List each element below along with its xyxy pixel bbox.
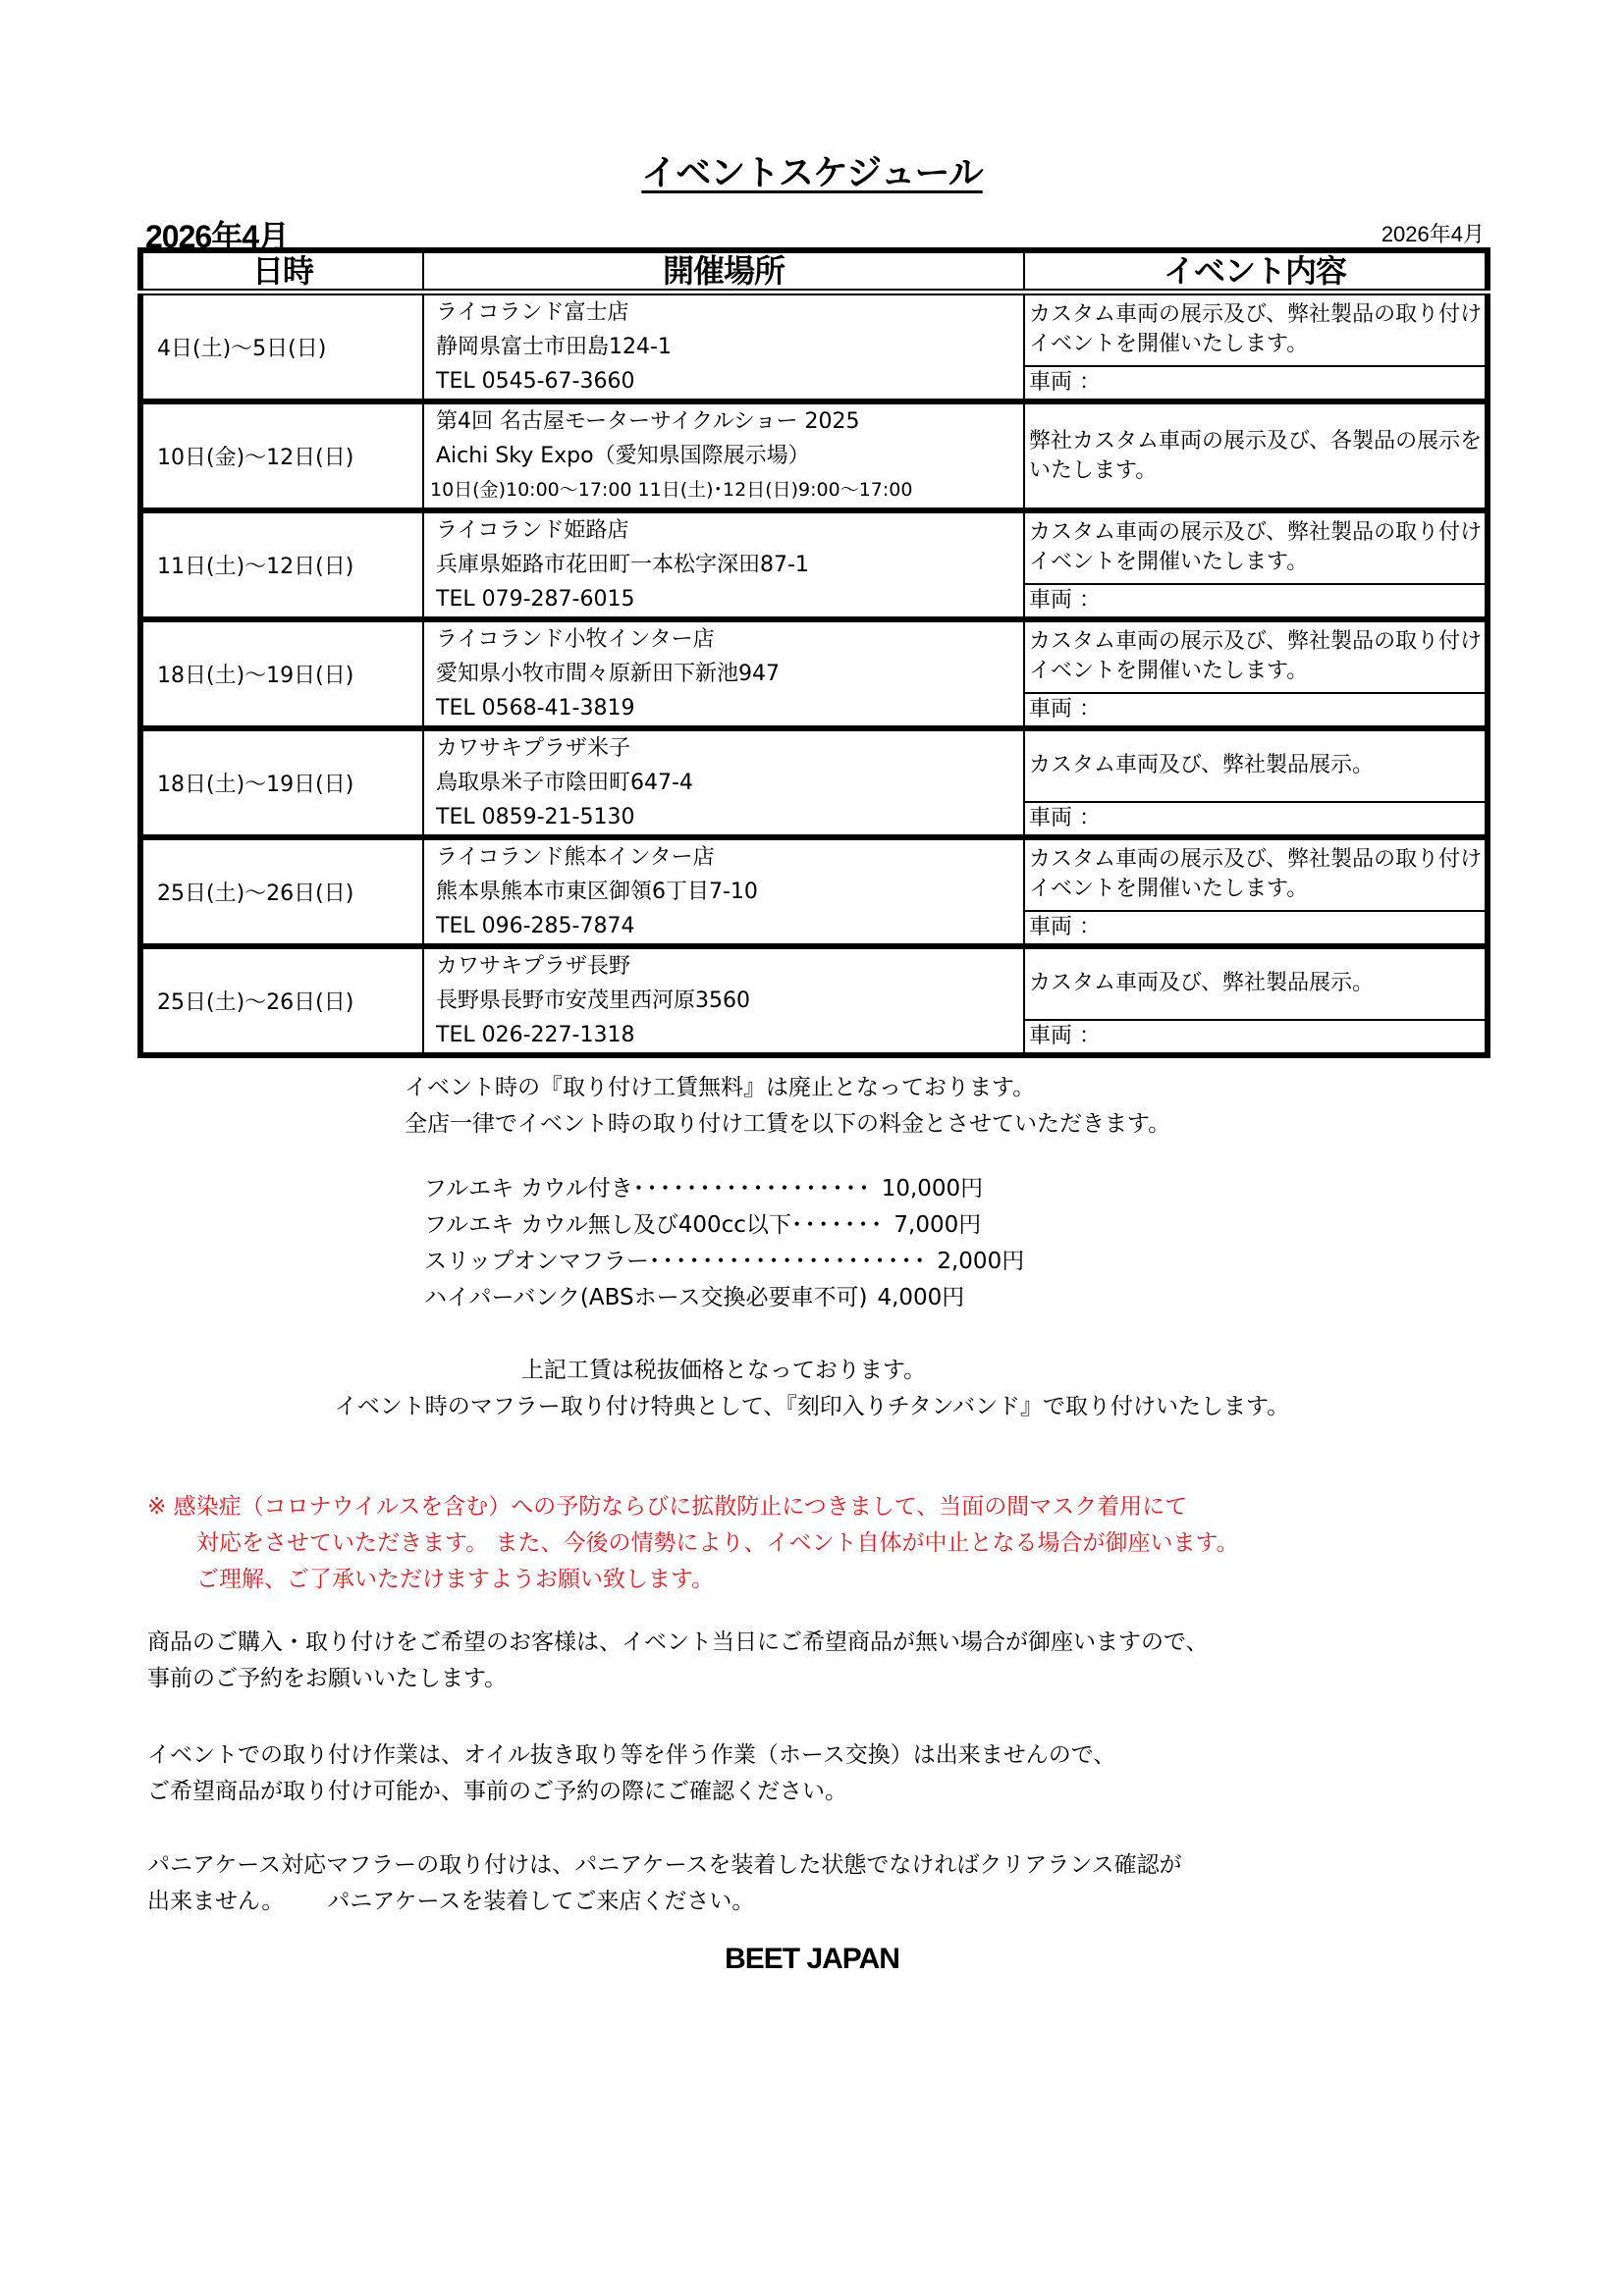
venue-hours: 10日(金)10:00～17:00 11日(土)･12日(日)9:00～17:00 (430, 479, 913, 501)
venue-name: カワサキプラザ長野 (436, 954, 631, 979)
event-venue (423, 293, 1024, 402)
event-date: 10日(金)～12日(日) (140, 401, 423, 510)
event-venue (423, 837, 1024, 946)
table-header-row (140, 250, 1488, 293)
venue-address: 愛知県小牧市間々原新田下新池947 (436, 662, 780, 686)
venue-address: 長野県長野市安茂里西河原3560 (436, 988, 750, 1013)
event-date: 18日(土)～19日(日) (140, 619, 423, 728)
event-content: カスタム車両及び、弊社製品展示。 (1024, 946, 1488, 1020)
schedule-row (140, 946, 1488, 1020)
event-vehicle: 車両 ： (1024, 1020, 1488, 1055)
warning-line: 対応をさせていただきます。 また、今後の情勢により、イベント自体が中止となる場合が御座います。 (196, 1530, 1239, 1556)
price-row (424, 1280, 1024, 1316)
venue-tel: TEL 079-287-6015 (436, 587, 635, 612)
schedule-row (140, 619, 1488, 693)
event-venue (423, 510, 1024, 619)
price-label: フルエキ カウル付き (424, 1176, 633, 1201)
warning-line: ご理解、ご了承いただけますようお願い致します。 (196, 1567, 715, 1592)
price-label: フルエキ カウル無し及び400cc以下 (424, 1212, 791, 1238)
price-amount: 2,000円 (937, 1249, 1025, 1274)
venue-address: 静岡県富士市田島124-1 (436, 335, 672, 359)
month-label: 2026年4月 (145, 219, 289, 254)
price-amount: 10,000円 (881, 1176, 984, 1201)
event-vehicle: 車両 ： (1024, 584, 1488, 619)
reservation-note (147, 1625, 1209, 1697)
venue-tel: TEL 026-227-1318 (436, 1023, 635, 1047)
schedule-row (140, 837, 1488, 911)
price-leader: ･･･････ (790, 1212, 885, 1238)
venue-name: ライコランド富士店 (436, 300, 629, 325)
venue-address: 鳥取県米子市陰田町647-4 (436, 771, 693, 795)
venue-address: Aichi Sky Expo（愛知県国際展示場） (436, 444, 810, 468)
event-date: 18日(土)～19日(日) (140, 728, 423, 837)
price-list (424, 1171, 1024, 1316)
paragraph-line: 商品のご購入・取り付けをご希望のお客様は、イベント当日にご希望商品が無い場合が御座いますので、 (147, 1629, 1209, 1655)
price-leader: ･･････････････････ (632, 1176, 872, 1201)
venue-name: ライコランド小牧インター店 (436, 627, 715, 652)
fee-notice-line: イベント時の『取り付け工賃無料』は廃止となっております。 (405, 1075, 1036, 1100)
event-content: 弊社カスタム車両の展示及び、各製品の展示をいたします。 (1024, 401, 1488, 510)
installation-note (147, 1737, 1115, 1810)
header-content: イベント内容 (1024, 250, 1488, 293)
tax-note-line: 上記工賃は税抜価格となっております。 (520, 1358, 927, 1383)
event-vehicle: 車両 ： (1024, 693, 1488, 728)
paragraph-line: ご希望商品が取り付け可能か、事前のご予約の際にご確認ください。 (147, 1779, 847, 1804)
venue-tel: TEL 0859-21-5130 (436, 805, 635, 829)
event-content: カスタム車両の展示及び、弊社製品の取り付けイベントを開催いたします。 (1024, 510, 1488, 584)
paragraph-line: パニアケース対応マフラーの取り付けは、パニアケースを装着した状態でなければクリアランス確認が (147, 1852, 1182, 1878)
event-venue (423, 728, 1024, 837)
paragraph-line: 事前のご予約をお願いいたします。 (147, 1666, 508, 1691)
event-date: 11日(土)～12日(日) (140, 510, 423, 619)
venue-name: ライコランド熊本インター店 (436, 845, 715, 870)
price-label: ハイパーバンク(ABSホース交換必要車不可) (424, 1285, 868, 1310)
price-amount: 7,000円 (893, 1212, 982, 1238)
pannier-note (147, 1847, 1182, 1920)
tax-note (0, 1353, 1624, 1425)
fee-notice (405, 1070, 1170, 1143)
schedule-row (140, 401, 1488, 510)
venue-name: ライコランド姫路店 (436, 518, 629, 543)
venue-tel: TEL 0568-41-3819 (436, 696, 635, 721)
event-date: 4日(土)～5日(日) (140, 293, 423, 402)
schedule-row (140, 728, 1488, 802)
fee-notice-line: 全店一律でイベント時の取り付け工賃を以下の料金とさせていただきます。 (405, 1111, 1171, 1137)
paragraph-line: イベントでの取り付け作業は、オイル抜き取り等を伴う作業（ホース交換）は出来ませんので、 (147, 1742, 1116, 1768)
event-venue (423, 401, 1024, 510)
infection-warning (147, 1489, 1239, 1598)
header-datetime: 日時 (140, 250, 423, 293)
schedule-body (140, 293, 1488, 1056)
price-amount: 4,000円 (877, 1285, 965, 1310)
paragraph-line: 出来ません。 パニアケースを装着してご来店ください。 (147, 1889, 755, 1914)
page-title: イベントスケジュール (641, 152, 983, 192)
event-content: カスタム車両の展示及び、弊社製品の取り付けイベントを開催いたします。 (1024, 837, 1488, 911)
venue-address: 熊本県熊本市東区御領6丁目7-10 (436, 880, 758, 904)
schedule-table (137, 247, 1490, 1058)
price-row (424, 1207, 1024, 1244)
event-vehicle: 車両 ： (1024, 366, 1488, 401)
event-vehicle: 車両 ： (1024, 911, 1488, 946)
price-label: スリップオンマフラー (424, 1249, 649, 1274)
venue-address: 兵庫県姫路市花田町一本松字深田87-1 (436, 553, 809, 577)
event-venue (423, 946, 1024, 1055)
event-venue (423, 619, 1024, 728)
event-date: 25日(土)～26日(日) (140, 946, 423, 1055)
schedule-row (140, 293, 1488, 366)
schedule-row (140, 510, 1488, 584)
price-row (424, 1244, 1024, 1280)
price-row (424, 1171, 1024, 1207)
event-date: 25日(土)～26日(日) (140, 837, 423, 946)
company-name: BEET JAPAN (725, 1943, 899, 1975)
month-label-right: 2026年4月 (1380, 222, 1485, 246)
header-venue: 開催場所 (423, 250, 1024, 293)
venue-tel: TEL 0545-67-3660 (436, 369, 635, 394)
venue-tel: TEL 096-285-7874 (436, 914, 635, 938)
titanium-band-note: イベント時のマフラー取り付け特典として、『刻印入りチタンバンド』で取り付けいたします。 (334, 1394, 1290, 1419)
event-content: カスタム車両の展示及び、弊社製品の取り付けイベントを開催いたします。 (1024, 619, 1488, 693)
event-vehicle: 車両 ： (1024, 802, 1488, 837)
event-content: カスタム車両及び、弊社製品展示。 (1024, 728, 1488, 802)
venue-name: 第4回 名古屋モーターサイクルショー 2025 (436, 409, 860, 434)
warning-line: ※ 感染症（コロナウイルスを含む）への予防ならびに拡散防止につきまして、当面の間マスク着用にて (147, 1494, 1188, 1520)
price-leader: ･････････････････････ (648, 1249, 928, 1274)
page-title-wrap (0, 145, 1624, 195)
event-content: カスタム車両の展示及び、弊社製品の取り付けイベントを開催いたします。 (1024, 293, 1488, 366)
venue-name: カワサキプラザ米子 (436, 736, 631, 761)
